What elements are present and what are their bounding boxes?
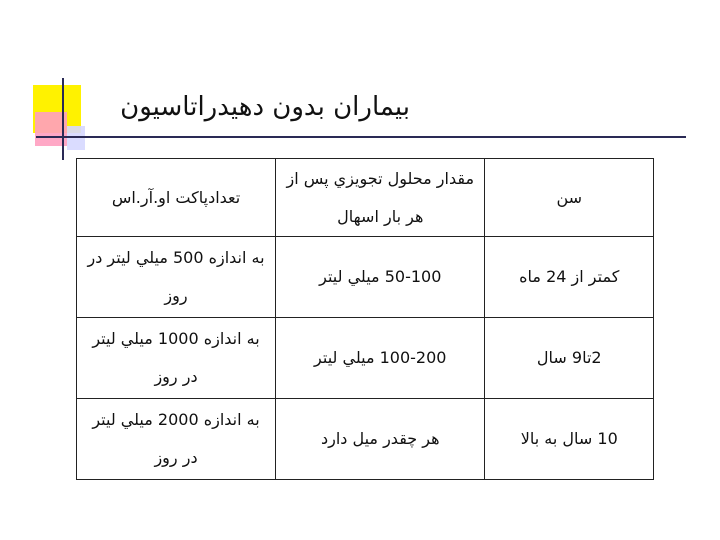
cell-fluid-amount: 50-100 ميلي ليتر [276,237,485,318]
cell-ors-packets: به اندازه 2000 ميلي ليتر در روز [77,399,276,480]
header-ors-packets: تعدادپاكت او.آر.اس [77,159,276,237]
cell-age: 10 سال به بالا [485,399,654,480]
decor-blue-square [67,126,85,150]
cell-ors-packets: به اندازه 500 ميلي ليتر در روز [77,237,276,318]
dosage-table [76,158,654,480]
slide-title: بيماران بدون دهيدراتاسيون [120,92,410,122]
table-row [77,399,654,480]
table-header-row [77,159,654,237]
cell-fluid-amount: 100-200 ميلي ليتر [276,318,485,399]
decor-horizontal-line [36,136,686,138]
cell-ors-packets: به اندازه 1000 ميلي ليتر در روز [77,318,276,399]
cell-fluid-amount: هر چقدر ميل دارد [276,399,485,480]
table-row [77,318,654,399]
cell-age: كمتر از 24 ماه [485,237,654,318]
header-fluid-amount: مقدار محلول تجويزي پس از هر بار اسهال [276,159,485,237]
table-row [77,237,654,318]
cell-age: 2تا9 سال [485,318,654,399]
decor-vertical-line [62,78,64,160]
header-age: سن [485,159,654,237]
